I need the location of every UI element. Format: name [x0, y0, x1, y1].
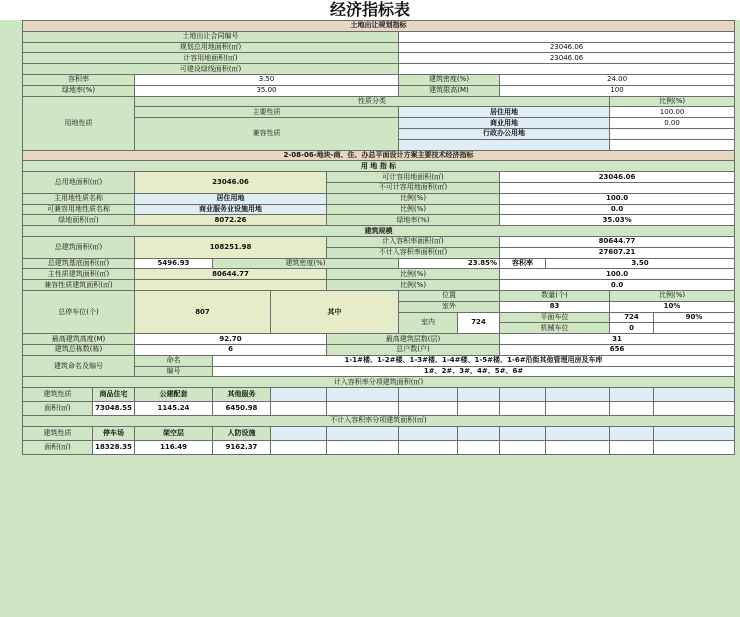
building-count-label: 建筑总栋数(栋): [23, 344, 135, 355]
main-ratio: 100.00: [610, 107, 735, 118]
far-value: 3.50: [546, 258, 735, 269]
ratio-label: 比例(%): [610, 290, 735, 301]
max-height-value: 92.70: [135, 334, 327, 345]
row-label: 计容用地面积(㎡): [23, 53, 399, 64]
row-label: 土地出让合同编号: [23, 31, 399, 42]
base-label: 总建筑基底面积(㎡): [23, 258, 135, 269]
name-value: 1-1#楼、1-2#楼、1-3#楼、1-4#楼、1-5#楼、1-6#沿街其他管理用房及车库: [213, 355, 735, 366]
green-area-value: 8072.26: [135, 215, 327, 226]
green-rate-label: 绿地率(%): [327, 215, 500, 226]
cell-value: 1145.24: [135, 402, 213, 416]
far-label: 容积率: [23, 74, 135, 85]
row-label: 规划总用地面积(㎡): [23, 42, 399, 53]
height-label: 建筑限高(M): [399, 85, 500, 96]
households-label: 总户数(户): [327, 344, 500, 355]
code-value: 1#、2#、3#、4#、5#、6#: [213, 366, 735, 377]
indicator-table: [22, 20, 735, 455]
compat-build-label: 兼容性质建筑面积(㎡): [23, 280, 135, 291]
green-value: 35.00: [135, 85, 399, 96]
building-count-value: 6: [135, 344, 327, 355]
name-label: 命名: [135, 355, 213, 366]
main-use-label: 主用地性质名称: [23, 193, 135, 204]
mixed3-name: [399, 139, 610, 150]
mixed2-ratio: [610, 128, 735, 139]
prop-label: 建筑性质: [23, 426, 93, 440]
density-value: 23.85%: [399, 258, 500, 269]
use-label: 用地性质: [23, 96, 135, 150]
main-name: 居住用地: [399, 107, 610, 118]
total-land-label: 总用地面积(㎡): [23, 172, 135, 194]
compat-ratio: 0.0: [500, 204, 735, 215]
nonfar-build-value: 27607.21: [500, 247, 735, 258]
area-label: 面积(㎡): [23, 402, 93, 416]
main-label: 主要性质: [135, 107, 399, 118]
prop-label: 建筑性质: [23, 388, 93, 402]
total-build-value: 108251.98: [135, 236, 327, 258]
max-height-label: 最高建筑高度(M): [23, 334, 135, 345]
far-build-label: 计入容积率面积(㎡): [327, 236, 500, 247]
ratio-label: 比例(%): [327, 280, 500, 291]
col-header: 公建配套: [135, 388, 213, 402]
green-label: 绿地率(%): [23, 85, 135, 96]
outdoor-ratio: 10%: [610, 301, 735, 312]
compat-build-ratio: 0.0: [500, 280, 735, 291]
far-label: 容积率: [500, 258, 546, 269]
main-use-ratio: 100.0: [500, 193, 735, 204]
mech-ratio: [654, 323, 735, 334]
mixed3-ratio: [610, 139, 735, 150]
section-header: 计入容积率分项建筑面积(㎡): [23, 377, 735, 388]
pos-label: 位置: [399, 290, 500, 301]
cell-value: 6450.98: [213, 402, 271, 416]
row-value: 23046.06: [399, 42, 735, 53]
far-land-value: 23046.06: [500, 172, 735, 183]
flat-count: 724: [610, 312, 654, 323]
col-header: 其他服务: [213, 388, 271, 402]
main-build-label: 主性质建筑面积(㎡): [23, 269, 135, 280]
naming-label: 建筑命名及编号: [23, 355, 135, 377]
compat-value: 商业服务业设施用地: [135, 204, 327, 215]
nonfar-land-label: 不可计容用地面积(㎡): [327, 182, 500, 193]
green-rate-value: 35.03%: [500, 215, 735, 226]
total-build-label: 总建筑面积(㎡): [23, 236, 135, 258]
section-header: 不计入容积率分项建筑面积(㎡): [23, 416, 735, 427]
mixed1-ratio: 0.00: [610, 118, 735, 129]
flat-label: 平面车位: [500, 312, 610, 323]
indoor-count: 724: [458, 312, 500, 334]
page-title: 经济指标表: [0, 0, 740, 20]
ratio-label: 比例(%): [327, 269, 500, 280]
parking-label: 总停车位(个): [23, 290, 135, 333]
outdoor-label: 室外: [399, 301, 500, 312]
class-label: 性质分类: [135, 96, 610, 107]
parking-value: 807: [135, 290, 271, 333]
max-floor-label: 最高建筑层数(层): [327, 334, 500, 345]
green-area-label: 绿地面积(㎡): [23, 215, 135, 226]
density-label: 建筑密度(%): [399, 74, 500, 85]
section-header: 2-08-06-地块-商、住、办总平面设计方案主要技术经济指标: [23, 150, 735, 161]
cell-value: 73048.55: [93, 402, 135, 416]
far-build-value: 80644.77: [500, 236, 735, 247]
cell-value: 9162.37: [213, 440, 271, 454]
row-value: [399, 64, 735, 75]
main-build-ratio: 100.0: [500, 269, 735, 280]
main-build-value: 80644.77: [135, 269, 327, 280]
row-value: 23046.06: [399, 53, 735, 64]
ratio-label: 比例(%): [327, 204, 500, 215]
max-floor-value: 31: [500, 334, 735, 345]
col-header: 架空层: [135, 426, 213, 440]
outdoor-count: 83: [500, 301, 610, 312]
mixed-label: 兼容性质: [135, 118, 399, 150]
area-label: 面积(㎡): [23, 440, 93, 454]
section-header: 土地出让规划指标: [23, 21, 735, 32]
row-value: [399, 31, 735, 42]
density-value: 24.00: [500, 74, 735, 85]
density-label: 建筑密度(%): [213, 258, 399, 269]
far-land-label: 可计容用地面积(㎡): [327, 172, 500, 183]
base-value: 5496.93: [135, 258, 213, 269]
nonfar-build-label: 不计入容积率面积(㎡): [327, 247, 500, 258]
cell-value: 18328.35: [93, 440, 135, 454]
col-header: 停车场: [93, 426, 135, 440]
mech-count: 0: [610, 323, 654, 334]
col-header: 人防设施: [213, 426, 271, 440]
among-label: 其中: [271, 290, 399, 333]
indoor-label: 室内: [399, 312, 458, 334]
far-value: 3.50: [135, 74, 399, 85]
compat-build-value: [135, 280, 327, 291]
height-value: 100: [500, 85, 735, 96]
main-use-value: 居住用地: [135, 193, 327, 204]
households-value: 656: [500, 344, 735, 355]
flat-ratio: 90%: [654, 312, 735, 323]
compat-label: 可兼容用地性质名称: [23, 204, 135, 215]
land-header: 用 地 指 标: [23, 161, 735, 172]
mixed2-name: 行政办公用地: [399, 128, 610, 139]
col-header: 商品住宅: [93, 388, 135, 402]
build-header: 建筑规模: [23, 226, 735, 237]
nonfar-land-value: [500, 182, 735, 193]
total-land-value: 23046.06: [135, 172, 327, 194]
ratio-label: 比例(%): [610, 96, 735, 107]
row-label: 可建设绿线面积(㎡): [23, 64, 399, 75]
mixed1-name: 商业用地: [399, 118, 610, 129]
cell-value: 116.49: [135, 440, 213, 454]
count-label: 数量(个): [500, 290, 610, 301]
mech-label: 机械车位: [500, 323, 610, 334]
code-label: 编号: [135, 366, 213, 377]
ratio-label: 比例(%): [327, 193, 500, 204]
